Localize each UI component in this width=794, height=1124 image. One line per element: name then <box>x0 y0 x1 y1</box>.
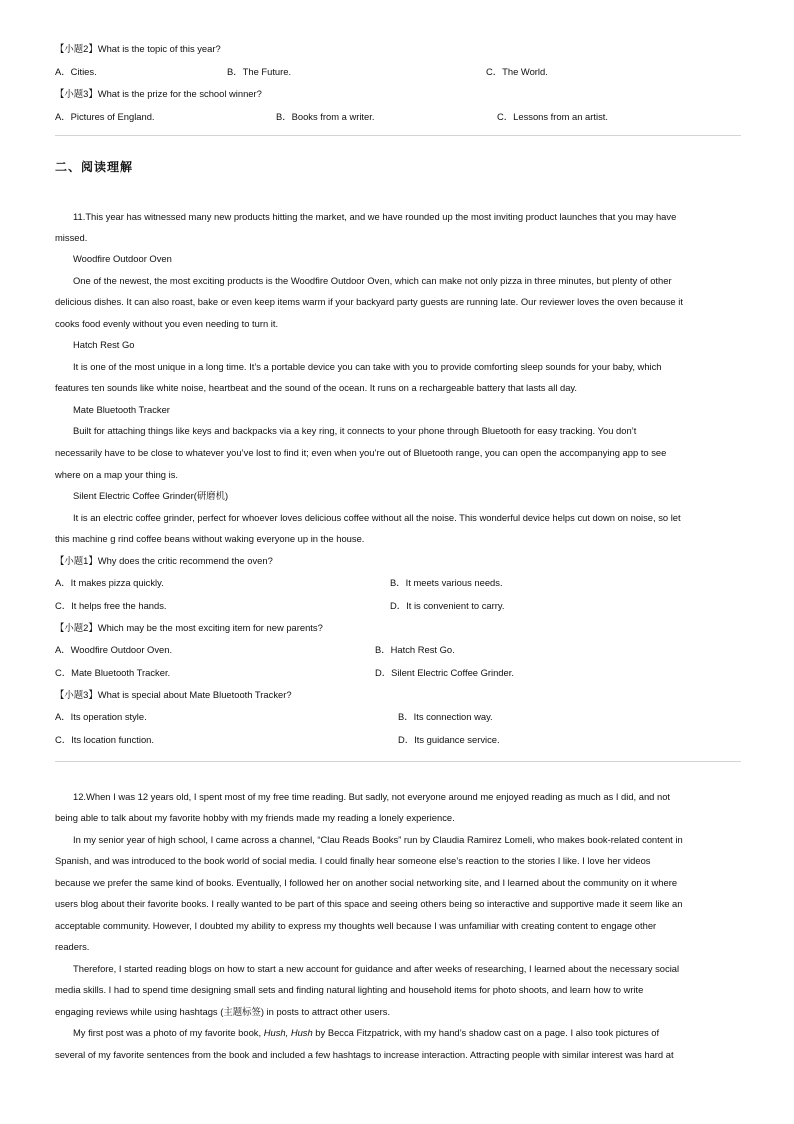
p11-q3-option-d: D．Its guidance service. <box>398 734 500 745</box>
p11-q2-option-d: D．Silent Electric Coffee Grinder. <box>375 667 514 678</box>
p11-line: where on a map your thing is. <box>55 469 178 480</box>
p11-line: It is an electric coffee grinder, perfect for whoever loves delicious coffee without all the noise. This wonderful device helps cut down on noise, so let <box>73 512 681 523</box>
p12-line: engaging reviews while using hashtags (主题标签) in posts to attract other users. <box>55 1006 391 1017</box>
p11-q2-option-c: C．Mate Bluetooth Tracker. <box>55 667 171 678</box>
prev-question-2: 【小题2】What is the topic of this year? <box>55 43 221 54</box>
p11-q3-option-b: B．Its connection way. <box>398 711 493 722</box>
p12-line: being able to talk about my favorite hobby with my friends made my reading a lonely experience. <box>55 812 455 823</box>
p11-line: It is one of the most unique in a long time. It’s a portable device you can take with you to provide comforting sleep sounds for your baby, which <box>73 361 662 372</box>
p11-q1-option-a: A．It makes pizza quickly. <box>55 577 164 588</box>
prev-q2-option-c: C．The World. <box>486 66 548 77</box>
p11-line: cooks food evenly without you even needing to turn it. <box>55 318 279 329</box>
p11-question-1: 【小题1】Why does the critic recommend the oven? <box>55 555 273 566</box>
divider <box>55 761 741 762</box>
p11-heading-grinder: Silent Electric Coffee Grinder(研磨机) <box>73 490 229 501</box>
book-title: Hush, Hush <box>263 1027 313 1038</box>
p11-question-2: 【小题2】Which may be the most exciting item for new parents? <box>55 622 323 633</box>
p12-text: by Becca Fitzpatrick, with my hand’s shadow cast on a page. I also took pictures of <box>312 1027 660 1038</box>
divider <box>55 135 741 136</box>
p12-line: Spanish, and was introduced to the book world of social media. I could finally hear someone else’s reaction to the stories I like. I love her videos <box>55 855 651 866</box>
p12-line-first-post <box>73 1027 659 1039</box>
prev-q2-option-a: A．Cities. <box>55 66 97 77</box>
section-title: 二、阅读理解 <box>55 160 134 174</box>
p11-q1-option-d: D．It is convenient to carry. <box>390 600 505 611</box>
p11-heading-oven: Woodfire Outdoor Oven <box>73 253 172 264</box>
p11-line: 11.This year has witnessed many new products hitting the market, and we have rounded up the most inviting product launches that you may have <box>73 211 677 222</box>
p12-line: users blog about their favorite books. I really wanted to be part of this space and seeing others being so interactive and supportive made it seem like an <box>55 898 683 909</box>
p12-line: In my senior year of high school, I came across a channel, “Clau Reads Books” run by Claudia Ramirez Lomeli, who makes book-related content in <box>73 834 683 845</box>
p12-line: several of my favorite sentences from the book and included a few hashtags to increase interaction. Attracting people with similar interest was hard at <box>55 1049 674 1060</box>
p11-q2-option-b: B．Hatch Rest Go. <box>375 644 455 655</box>
p12-line: because we prefer the same kind of books. Eventually, I followed her on another social networking site, and I learned about the community on it where <box>55 877 678 888</box>
p11-heading-tracker: Mate Bluetooth Tracker <box>73 404 170 415</box>
p11-q1-option-c: C．It helps free the hands. <box>55 600 167 611</box>
p11-line: this machine g rind coffee beans without waking everyone up in the house. <box>55 533 365 544</box>
p11-q1-option-b: B．It meets various needs. <box>390 577 503 588</box>
p11-line: One of the newest, the most exciting products is the Woodfire Outdoor Oven, which can make not only pizza in three minutes, but plenty of other <box>73 275 672 286</box>
p12-text: My first post was a photo of my favorite book, <box>73 1027 264 1038</box>
p11-line: delicious dishes. It can also roast, bake or even keep items warm if your backyard party guests are running late. Our reviewer loves the oven because it <box>55 296 683 307</box>
prev-q3-option-c: C．Lessons from an artist. <box>497 111 608 122</box>
p12-line: readers. <box>55 941 90 952</box>
p12-line: 12.When I was 12 years old, I spent most of my free time reading. But sadly, not everyone around me enjoyed reading as much as I did, and not <box>73 791 671 802</box>
p11-question-3: 【小题3】What is special about Mate Bluetooth Tracker? <box>55 689 292 700</box>
prev-q3-option-b: B．Books from a writer. <box>276 111 375 122</box>
p11-q3-option-a: A．Its operation style. <box>55 711 147 722</box>
p11-line: Built for attaching things like keys and backpacks via a key ring, it connects to your phone through Bluetooth for easy tracking. You don’t <box>73 425 637 436</box>
prev-question-3: 【小题3】What is the prize for the school winner? <box>55 88 262 99</box>
p12-line: acceptable community. However, I doubted my ability to express my thoughts well because I was unfamiliar with creating content to engage other <box>55 920 657 931</box>
p12-line: media skills. I had to spend time designing small sets and finding natural lighting and household items for photo shoots, and learn how to write <box>55 984 644 995</box>
p11-heading-hatch: Hatch Rest Go <box>73 339 135 350</box>
prev-q2-option-b: B．The Future. <box>227 66 292 77</box>
p11-q2-option-a: A．Woodfire Outdoor Oven. <box>55 644 173 655</box>
p11-line: features ten sounds like white noise, heartbeat and the sound of the ocean. It runs on a rechargeable battery that lasts all day. <box>55 382 578 393</box>
prev-q3-option-a: A．Pictures of England. <box>55 111 155 122</box>
p11-q3-option-c: C．Its location function. <box>55 734 155 745</box>
p11-line: missed. <box>55 232 88 243</box>
p11-line: necessarily have to be close to whatever you’ve lost to find it; even when you’re out of Bluetooth range, you can open the accompanying app to see <box>55 447 667 458</box>
p12-line: Therefore, I started reading blogs on how to start a new account for guidance and after weeks of researching, I learned about the necessary social <box>73 963 680 974</box>
